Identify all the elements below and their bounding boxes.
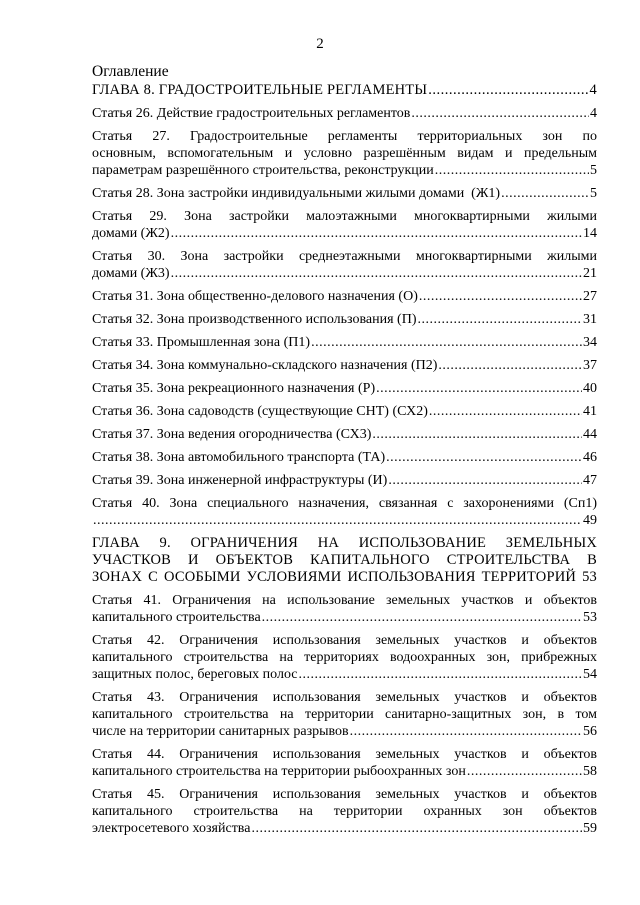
toc-entry[interactable] xyxy=(92,449,597,466)
toc-entry[interactable] xyxy=(92,334,597,351)
toc-page-number: 54 xyxy=(583,667,597,682)
toc-entry[interactable] xyxy=(92,786,597,837)
toc-entry-text: Статья 39. Зона инженерной инфраструктуры (И) xyxy=(92,473,388,488)
toc-page-number: 21 xyxy=(583,266,597,281)
dot-leader xyxy=(419,288,582,305)
dot-leader xyxy=(411,105,589,122)
dot-leader xyxy=(376,380,582,397)
toc-entry-text: капитального строительства на территориях водоохранных зон, прибрежных xyxy=(92,650,597,665)
toc-entry-text: Статья 30. Зона застройки среднеэтажными многоквартирными жилыми xyxy=(92,249,597,264)
toc-entry-text: Статья 43. Ограничения использования земельных участков и объектов xyxy=(92,690,597,705)
page-number: 2 xyxy=(316,36,324,52)
toc-entry[interactable] xyxy=(92,472,597,489)
dot-leader xyxy=(386,449,582,466)
dot-leader xyxy=(428,82,588,99)
dot-leader xyxy=(388,472,582,489)
toc-entry[interactable] xyxy=(92,689,597,740)
toc-page-number: 40 xyxy=(583,381,597,396)
toc-page-number: 5 xyxy=(590,186,597,201)
toc-entry-text: Статья 37. Зона ведения огородничества (СХ3) xyxy=(92,427,372,442)
toc-page-number: 41 xyxy=(583,404,597,419)
toc-entry-text: капитального строительства xyxy=(92,610,261,625)
toc-page-number: 27 xyxy=(583,289,597,304)
toc-entry-text: Статья 44. Ограничения использования земельных участков и объектов xyxy=(92,747,597,762)
toc-entry-text: Статья 35. Зона рекреационного назначения (Р) xyxy=(92,381,376,396)
toc-entries xyxy=(92,82,597,837)
toc-entry[interactable] xyxy=(92,403,597,420)
dot-leader xyxy=(171,225,582,242)
toc-page-number: 4 xyxy=(590,106,597,121)
toc-entry[interactable] xyxy=(92,380,597,397)
toc-entry-text: числе на территории санитарных разрывов xyxy=(92,724,349,739)
toc-entry-text: параметрам разрешённого строительства, реконструкции xyxy=(92,163,434,178)
toc-entry-text: капитального строительства на территории охранных зон объектов xyxy=(92,804,597,819)
toc-entry-text: Статья 41. Ограничения на использование земельных участков и объектов xyxy=(92,593,597,608)
dot-leader xyxy=(501,185,589,202)
toc-entry-text: капитального строительства на территории рыбоохранных зон xyxy=(92,764,466,779)
toc-page-number: 47 xyxy=(583,473,597,488)
toc-entry-text: Статья 38. Зона автомобильного транспорта (ТА) xyxy=(92,450,386,465)
dot-leader xyxy=(251,820,582,837)
toc-entry[interactable] xyxy=(92,288,597,305)
toc-entry-text: Статья 31. Зона общественно-делового назначения (О) xyxy=(92,289,418,304)
toc-entry[interactable] xyxy=(92,746,597,780)
dot-leader xyxy=(311,334,582,351)
toc-entry-text: Статья 36. Зона садоводств (существующие СНТ) (СХ2) xyxy=(92,404,428,419)
toc-entry-text: Статья 42. Ограничения использования земельных участков и объектов xyxy=(92,633,597,648)
toc-entry-text: Статья 28. Зона застройки индивидуальными жилыми домами (Ж1) xyxy=(92,186,501,201)
toc-entry-text: Статья 32. Зона производственного использования (П) xyxy=(92,312,417,327)
toc-entry-text: Статья 29. Зона застройки малоэтажными многоквартирными жилыми xyxy=(92,209,597,224)
toc-entry[interactable] xyxy=(92,357,597,374)
table-of-contents xyxy=(92,63,597,843)
dot-leader xyxy=(262,609,582,626)
toc-page-number: 31 xyxy=(583,312,597,327)
toc-entry-text: основным, вспомогательным и условно разрешённым видам и предельным xyxy=(92,146,597,161)
dot-leader xyxy=(350,723,582,740)
toc-page-number: 58 xyxy=(583,764,597,779)
toc-page-number: 49 xyxy=(583,513,597,528)
toc-page-number: 59 xyxy=(583,821,597,836)
toc-entry-text: домами (Ж2) xyxy=(92,226,170,241)
toc-title: Оглавление xyxy=(92,63,169,80)
toc-page-number: 37 xyxy=(583,358,597,373)
toc-entry[interactable] xyxy=(92,535,597,586)
toc-entry-text: ГЛАВА 8. ГРАДОСТРОИТЕЛЬНЫЕ РЕГЛАМЕНТЫ xyxy=(92,82,428,98)
dot-leader xyxy=(438,357,582,374)
toc-entry[interactable] xyxy=(92,82,597,99)
toc-entry-text: УЧАСТКОВ И ОБЪЕКТОВ КАПИТАЛЬНОГО СТРОИТЕЛЬСТВА В xyxy=(92,552,597,568)
toc-entry[interactable] xyxy=(92,128,597,179)
toc-entry-text: Статья 45. Ограничения использования земельных участков и объектов xyxy=(92,787,597,802)
toc-page-number: 46 xyxy=(583,450,597,465)
toc-entry-text: ЗОНАХ С ОСОБЫМИ УСЛОВИЯМИ ИСПОЛЬЗОВАНИЯ ТЕРРИТОРИЙ 53 xyxy=(92,569,597,585)
toc-entry[interactable] xyxy=(92,248,597,282)
toc-entry-text: Статья 33. Промышленная зона (П1) xyxy=(92,335,311,350)
toc-entry-text: Статья 26. Действие градостроительных регламентов xyxy=(92,106,411,121)
toc-page-number: 5 xyxy=(590,163,597,178)
toc-entry-text: домами (Ж3) xyxy=(92,266,170,281)
dot-leader xyxy=(435,162,589,179)
toc-entry-text: электросетевого хозяйства xyxy=(92,821,251,836)
toc-entry-text: защитных полос, береговых полос xyxy=(92,667,298,682)
toc-entry[interactable] xyxy=(92,105,597,122)
toc-entry-text: Статья 27. Градостроительные регламенты территориальных зон по xyxy=(92,129,597,144)
toc-page-number: 14 xyxy=(583,226,597,241)
dot-leader xyxy=(429,403,582,420)
toc-page-number: 34 xyxy=(583,335,597,350)
toc-entry[interactable] xyxy=(92,311,597,328)
toc-entry-text: Статья 34. Зона коммунально-складского назначения (П2) xyxy=(92,358,438,373)
toc-entry-text: Статья 40. Зона специального назначения, связанная с захоронениями (Сп1) xyxy=(92,496,597,511)
toc-page-number: 53 xyxy=(583,610,597,625)
dot-leader xyxy=(93,512,582,529)
dot-leader xyxy=(299,666,582,683)
dot-leader xyxy=(418,311,583,328)
dot-leader xyxy=(171,265,582,282)
toc-page-number: 56 xyxy=(583,724,597,739)
toc-entry-text: капитального строительства на территории санитарно-защитных зон, в том xyxy=(92,707,597,722)
toc-entry-text: ГЛАВА 9. ОГРАНИЧЕНИЯ НА ИСПОЛЬЗОВАНИЕ ЗЕМЕЛЬНЫХ xyxy=(92,535,597,551)
toc-page-number: 44 xyxy=(583,427,597,442)
toc-entry[interactable] xyxy=(92,426,597,443)
toc-entry[interactable] xyxy=(92,632,597,683)
toc-entry[interactable] xyxy=(92,592,597,626)
dot-leader xyxy=(372,426,582,443)
toc-page-number: 4 xyxy=(589,82,597,98)
dot-leader xyxy=(467,763,582,780)
toc-entry[interactable] xyxy=(92,185,597,202)
toc-entry[interactable] xyxy=(92,208,597,242)
toc-entry[interactable] xyxy=(92,495,597,529)
